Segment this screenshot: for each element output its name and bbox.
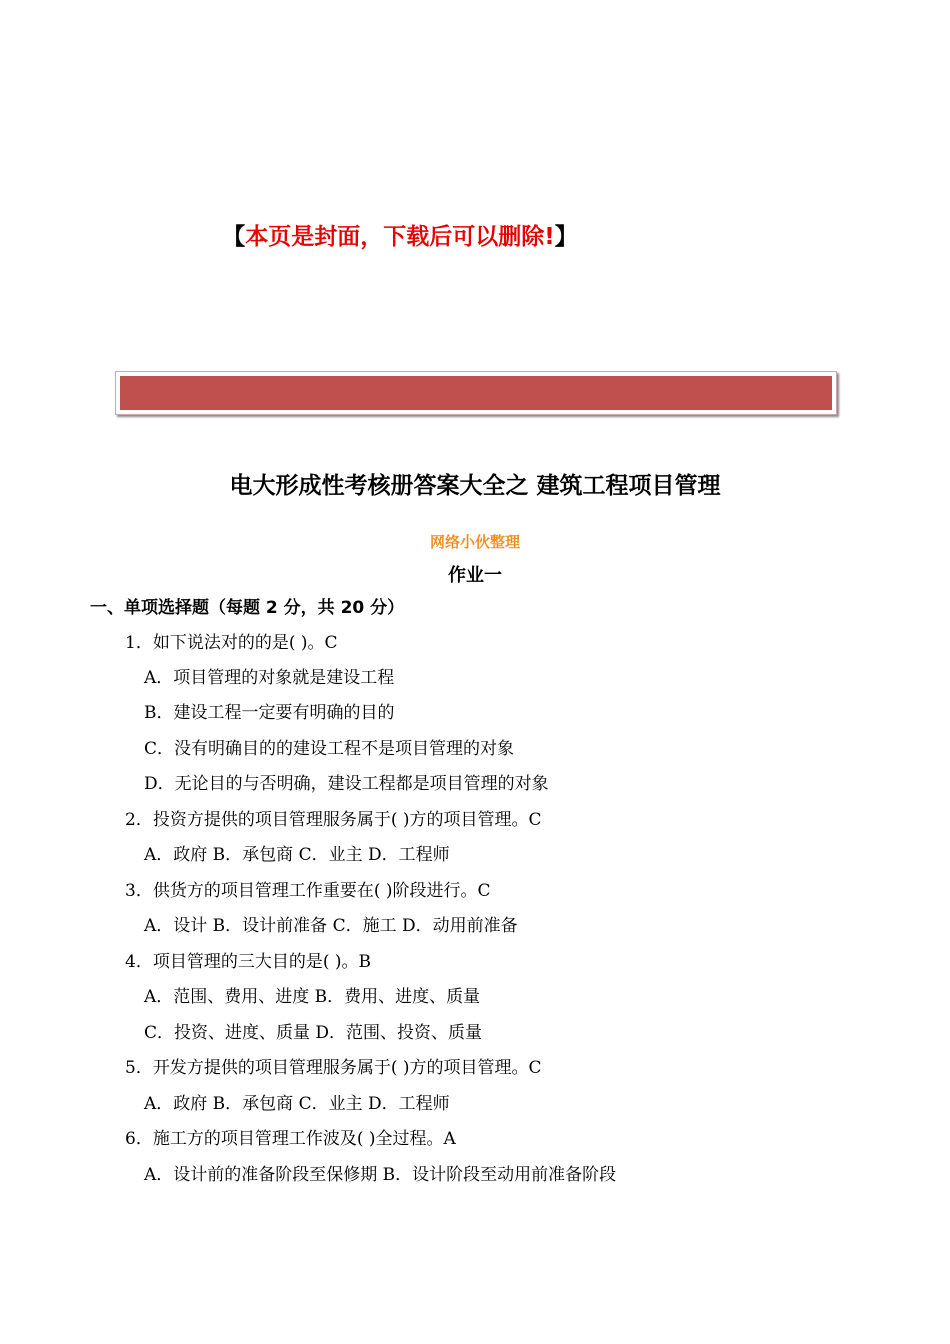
decorative-banner-fill (120, 376, 832, 410)
cover-note (0, 220, 800, 254)
question-1-option-b: B．建设工程一定要有明确的目的 (144, 703, 395, 723)
cover-note-open-bracket: 【 (222, 224, 246, 250)
question-1-option-a: A．项目管理的对象就是建设工程 (144, 668, 395, 688)
question-3-options: A．设计 B．设计前准备 C．施工 D．动用前准备 (144, 916, 518, 936)
question-2-options: A．政府 B．承包商 C．业主 D．工程师 (144, 845, 450, 865)
document-title: 电大形成性考核册答案大全之 建筑工程项目管理 (229, 473, 721, 499)
document-author: 网络小伙整理 (429, 533, 520, 551)
decorative-banner (115, 371, 837, 415)
question-1: 1．如下说法对的的是( )。C (125, 633, 338, 653)
section-title: 作业一 (448, 565, 502, 586)
question-1-option-c: C．没有明确目的的建设工程不是项目管理的对象 (144, 739, 515, 759)
question-4-options-ab: A．范围、费用、进度 B．费用、进度、质量 (144, 987, 481, 1007)
question-4: 4．项目管理的三大目的是( )。B (125, 952, 371, 972)
question-6-options-ab: A．设计前的准备阶段至保修期 B．设计阶段至动用前准备阶段 (144, 1165, 617, 1185)
question-5: 5．开发方提供的项目管理服务属于( )方的项目管理。C (125, 1058, 542, 1078)
question-1-option-d: D．无论目的与否明确，建设工程都是项目管理的对象 (144, 774, 549, 794)
part-heading: 一、单项选择题（每题 2 分，共 20 分） (90, 598, 405, 618)
question-4-options-cd: C．投资、进度、质量 D．范围、投资、质量 (144, 1023, 483, 1043)
question-3: 3．供货方的项目管理工作重要在( )阶段进行。C (125, 881, 491, 901)
question-5-options: A．政府 B．承包商 C．业主 D．工程师 (144, 1094, 450, 1114)
question-2: 2．投资方提供的项目管理服务属于( )方的项目管理。C (125, 810, 542, 830)
cover-note-close-bracket: 】 (554, 224, 578, 250)
cover-note-text: 本页是封面，下载后可以删除! (245, 224, 555, 250)
question-6: 6．施工方的项目管理工作波及( )全过程。A (125, 1129, 456, 1149)
